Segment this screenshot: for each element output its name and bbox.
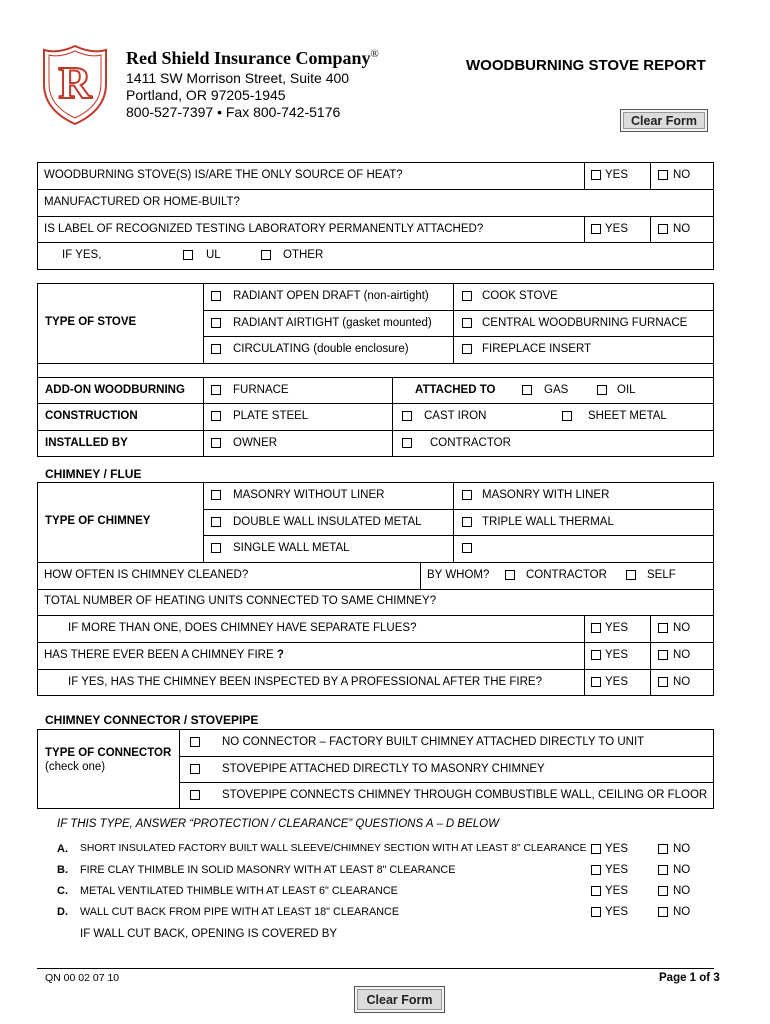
stove-radiant-open-checkbox[interactable] (211, 291, 221, 301)
question-a-yes-checkbox[interactable] (591, 844, 601, 854)
inspected-no-checkbox[interactable] (658, 677, 668, 687)
question-c-text: METAL VENTILATED THIMBLE WITH AT LEAST 6" CLEARANCE (80, 885, 398, 897)
masonry-liner-checkbox[interactable] (462, 490, 472, 500)
wall-cut-back-label: IF WALL CUT BACK, OPENING IS COVERED BY (80, 928, 338, 940)
question-b-yes-label: YES (605, 864, 629, 876)
stove-circulating-checkbox[interactable] (211, 344, 221, 354)
cast-iron-label: CAST IRON (424, 410, 487, 422)
form-number: QN 00 02 07 10 (45, 972, 120, 984)
question-b-letter: B. (57, 864, 68, 876)
ul-checkbox[interactable] (183, 250, 193, 260)
question-a-no-label: NO (673, 843, 691, 855)
stove-radiant-airtight-label: RADIANT AIRTIGHT (gasket mounted) (233, 317, 432, 329)
construction-label: CONSTRUCTION (45, 410, 138, 422)
stove-central-furnace-checkbox[interactable] (462, 318, 472, 328)
registered-mark: ® (370, 48, 379, 60)
only-source-no-checkbox[interactable] (658, 170, 668, 180)
company-name: Red Shield Insurance Company® (126, 48, 379, 68)
no-connector-label: NO CONNECTOR – FACTORY BUILT CHIMNEY ATTACHED DIRECTLY TO UNIT (222, 736, 645, 748)
footer-divider (37, 968, 714, 969)
stovepipe-masonry-checkbox[interactable] (190, 764, 200, 774)
question-c-no-checkbox[interactable] (658, 886, 668, 896)
plate-steel-label: PLATE STEEL (233, 410, 309, 422)
addon-furnace-checkbox[interactable] (211, 385, 221, 395)
cleaned-contractor-label: CONTRACTOR (526, 569, 607, 581)
stove-cook-checkbox[interactable] (462, 291, 472, 301)
company-phone: 800-527-7397 • Fax 800-742-5176 (126, 104, 341, 120)
other-label: OTHER (283, 249, 324, 261)
stove-cook-label: COOK STOVE (482, 290, 558, 302)
installed-owner-checkbox[interactable] (211, 438, 221, 448)
report-title: WOODBURNING STOVE REPORT (466, 57, 706, 74)
check-one-label: (check one) (45, 761, 106, 773)
attached-oil-label: OIL (617, 384, 636, 396)
attached-oil-checkbox[interactable] (597, 385, 607, 395)
cast-iron-checkbox[interactable] (402, 411, 412, 421)
chimney-fire-no-checkbox[interactable] (658, 650, 668, 660)
triple-wall-checkbox[interactable] (462, 517, 472, 527)
how-often-cleaned-question: HOW OFTEN IS CHIMNEY CLEANED? (44, 569, 249, 581)
only-source-question: WOODBURNING STOVE(S) IS/ARE THE ONLY SOURCE OF HEAT? (44, 169, 403, 181)
chimney-heading: CHIMNEY / FLUE (45, 467, 142, 481)
masonry-liner-label: MASONRY WITH LINER (482, 489, 610, 501)
installed-by-label: INSTALLED BY (45, 437, 128, 449)
question-c-yes-checkbox[interactable] (591, 886, 601, 896)
question-d-text: WALL CUT BACK FROM PIPE WITH AT LEAST 18" CLEARANCE (80, 906, 400, 918)
question-b-no-label: NO (673, 864, 691, 876)
double-wall-label: DOUBLE WALL INSULATED METAL (233, 516, 422, 528)
company-logo (38, 44, 112, 126)
plate-steel-checkbox[interactable] (211, 411, 221, 421)
chimney-fire-no-label: NO (673, 649, 691, 661)
masonry-no-liner-checkbox[interactable] (211, 490, 221, 500)
question-d-letter: D. (57, 906, 68, 918)
stove-radiant-open-label: RADIANT OPEN DRAFT (non-airtight) (233, 290, 429, 302)
testing-label-question: IS LABEL OF RECOGNIZED TESTING LABORATORY PERMANENTLY ATTACHED? (44, 223, 484, 235)
company-address-line1: 1411 SW Morrison Street, Suite 400 (126, 70, 350, 86)
question-a-letter: A. (57, 843, 68, 855)
type-of-stove-label: TYPE OF STOVE (45, 316, 137, 328)
attached-gas-checkbox[interactable] (522, 385, 532, 395)
chimney-fire-question: HAS THERE EVER BEEN A CHIMNEY FIRE ? (44, 649, 284, 661)
testing-label-no-label: NO (673, 223, 691, 235)
if-yes-label: IF YES, (62, 249, 102, 261)
cleaned-contractor-checkbox[interactable] (505, 570, 515, 580)
masonry-no-liner-label: MASONRY WITHOUT LINER (233, 489, 385, 501)
clear-form-button-bottom[interactable]: Clear Form (354, 986, 445, 1013)
ul-label: UL (206, 249, 221, 261)
inspected-no-label: NO (673, 676, 691, 688)
question-b-no-checkbox[interactable] (658, 865, 668, 875)
type-of-connector-label: TYPE OF CONNECTOR (45, 747, 172, 759)
question-c-yes-label: YES (605, 885, 629, 897)
company-address-line2: Portland, OR 97205-1945 (126, 87, 286, 103)
stove-fireplace-insert-checkbox[interactable] (462, 344, 472, 354)
double-wall-checkbox[interactable] (211, 517, 221, 527)
question-a-text: SHORT INSULATED FACTORY BUILT WALL SLEEVE/CHIMNEY SECTION WITH AT LEAST 8" CLEARANCE (80, 843, 587, 854)
triple-wall-label: TRIPLE WALL THERMAL (482, 516, 614, 528)
manufactured-question: MANUFACTURED OR HOME-BUILT? (44, 196, 240, 208)
question-d-yes-checkbox[interactable] (591, 907, 601, 917)
single-wall-checkbox[interactable] (211, 543, 221, 553)
separate-flues-yes-label: YES (605, 622, 629, 634)
stovepipe-combustible-label: STOVEPIPE CONNECTS CHIMNEY THROUGH COMBUSTIBLE WALL, CEILING OR FLOOR (222, 789, 708, 801)
chimney-other-checkbox[interactable] (462, 543, 472, 553)
testing-label-yes-label: YES (605, 223, 629, 235)
question-c-no-label: NO (673, 885, 691, 897)
stovepipe-combustible-checkbox[interactable] (190, 790, 200, 800)
installed-owner-label: OWNER (233, 437, 278, 449)
separate-flues-yes-checkbox[interactable] (591, 623, 601, 633)
cleaned-self-label: SELF (647, 569, 676, 581)
inspected-question: IF YES, HAS THE CHIMNEY BEEN INSPECTED BY A PROFESSIONAL AFTER THE FIRE? (68, 676, 542, 688)
sheet-metal-checkbox[interactable] (562, 411, 572, 421)
installed-contractor-checkbox[interactable] (402, 438, 412, 448)
addon-furnace-label: FURNACE (233, 384, 289, 396)
page-number: Page 1 of 3 (659, 972, 720, 984)
testing-label-no-checkbox[interactable] (658, 224, 668, 234)
type-of-chimney-label: TYPE OF CHIMNEY (45, 515, 151, 527)
only-source-no-label: NO (673, 169, 691, 181)
addon-woodburning-label: ADD-ON WOODBURNING (45, 384, 185, 396)
question-d-yes-label: YES (605, 906, 629, 918)
sheet-metal-label: SHEET METAL (588, 410, 667, 422)
protection-instruction: IF THIS TYPE, ANSWER “PROTECTION / CLEARANCE” QUESTIONS A – D BELOW (57, 818, 499, 830)
stove-radiant-airtight-checkbox[interactable] (211, 318, 221, 328)
total-units-question: TOTAL NUMBER OF HEATING UNITS CONNECTED TO SAME CHIMNEY? (44, 595, 437, 607)
separate-flues-no-label: NO (673, 622, 691, 634)
other-checkbox[interactable] (261, 250, 271, 260)
stove-central-furnace-label: CENTRAL WOODBURNING FURNACE (482, 317, 688, 329)
testing-label-yes-checkbox[interactable] (591, 224, 601, 234)
inspected-yes-checkbox[interactable] (591, 677, 601, 687)
installed-contractor-label: CONTRACTOR (430, 437, 511, 449)
clear-form-button-top[interactable]: Clear Form (620, 109, 708, 132)
only-source-yes-label: YES (605, 169, 629, 181)
question-a-no-checkbox[interactable] (658, 844, 668, 854)
attached-to-label: ATTACHED TO (415, 384, 496, 396)
question-a-yes-label: YES (605, 843, 629, 855)
separate-flues-no-checkbox[interactable] (658, 623, 668, 633)
question-c-letter: C. (57, 885, 68, 897)
question-d-no-label: NO (673, 906, 691, 918)
question-b-yes-checkbox[interactable] (591, 865, 601, 875)
single-wall-label: SINGLE WALL METAL (233, 542, 350, 554)
attached-gas-label: GAS (544, 384, 569, 396)
chimney-fire-yes-checkbox[interactable] (591, 650, 601, 660)
stovepipe-masonry-label: STOVEPIPE ATTACHED DIRECTLY TO MASONRY CHIMNEY (222, 763, 545, 775)
only-source-yes-checkbox[interactable] (591, 170, 601, 180)
no-connector-checkbox[interactable] (190, 737, 200, 747)
chimney-fire-yes-label: YES (605, 649, 629, 661)
question-b-text: FIRE CLAY THIMBLE IN SOLID MASONRY WITH AT LEAST 8" CLEARANCE (80, 864, 456, 876)
connector-heading: CHIMNEY CONNECTOR / STOVEPIPE (45, 713, 259, 727)
logo-letter: R (58, 57, 92, 108)
by-whom-label: BY WHOM? (427, 569, 490, 581)
stove-circulating-label: CIRCULATING (double enclosure) (233, 343, 409, 355)
stove-fireplace-insert-label: FIREPLACE INSERT (482, 343, 592, 355)
separate-flues-question: IF MORE THAN ONE, DOES CHIMNEY HAVE SEPARATE FLUES? (68, 622, 417, 634)
question-d-no-checkbox[interactable] (658, 907, 668, 917)
cleaned-self-checkbox[interactable] (626, 570, 636, 580)
inspected-yes-label: YES (605, 676, 629, 688)
